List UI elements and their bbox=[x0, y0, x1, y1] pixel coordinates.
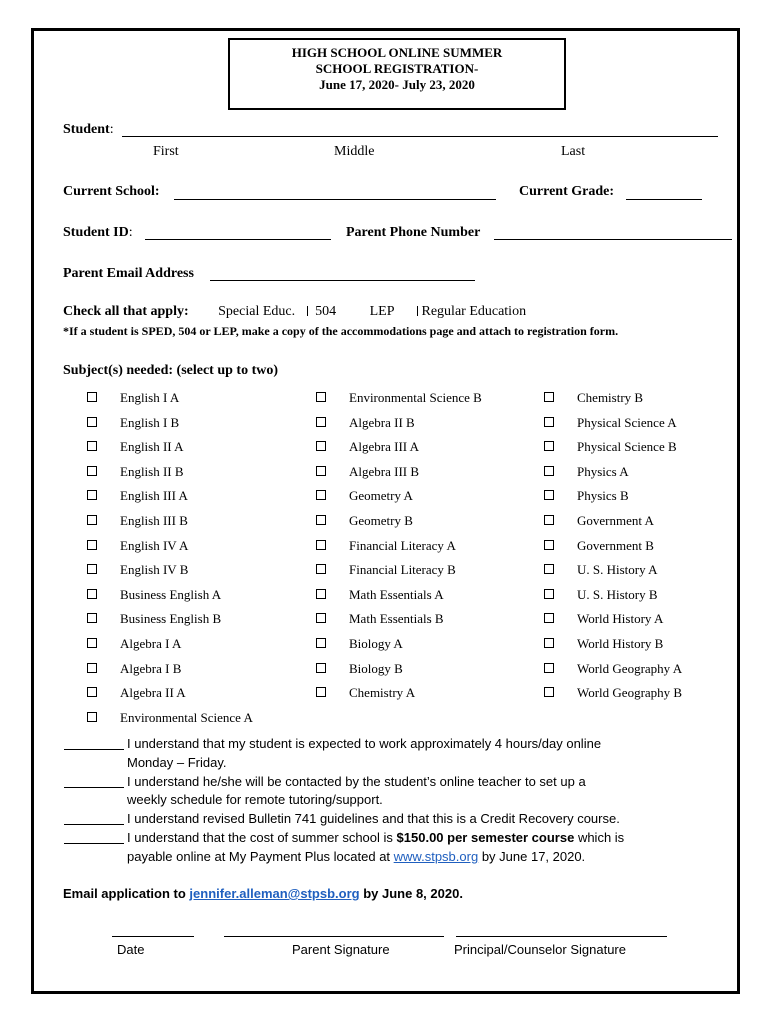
subject-label: Physics A bbox=[577, 464, 629, 479]
subject-checkbox[interactable] bbox=[316, 441, 326, 451]
subject-checkbox[interactable] bbox=[87, 663, 97, 673]
principal-signature-caption: Principal/Counselor Signature bbox=[454, 942, 626, 957]
ack-3-initials-field[interactable] bbox=[64, 824, 124, 825]
email-link[interactable]: jennifer.alleman@stpsb.org bbox=[189, 886, 360, 901]
subject-label: Business English B bbox=[120, 611, 222, 626]
subject-checkbox[interactable] bbox=[87, 613, 97, 623]
subject-label: Physical Science B bbox=[577, 439, 677, 454]
subject-label: Environmental Science B bbox=[349, 390, 482, 405]
current-school-field[interactable] bbox=[174, 199, 496, 200]
parent-phone-field[interactable] bbox=[494, 239, 732, 240]
subject-label: Geometry A bbox=[349, 488, 413, 503]
title-line-3: June 17, 2020- July 23, 2020 bbox=[319, 77, 475, 92]
parent-signature-caption: Parent Signature bbox=[292, 942, 390, 957]
ack-2-text-cont: weekly schedule for remote tutoring/support. bbox=[127, 792, 383, 807]
date-caption: Date bbox=[117, 942, 145, 957]
title-line-2: SCHOOL REGISTRATION- bbox=[315, 61, 479, 76]
subject-label: Financial Literacy B bbox=[349, 562, 456, 577]
option-special-educ[interactable]: Special Educ. bbox=[218, 304, 296, 319]
subject-label: Chemistry A bbox=[349, 685, 416, 700]
subject-label: Business English A bbox=[120, 587, 222, 602]
subject-checkbox[interactable] bbox=[316, 417, 326, 427]
subject-checkbox[interactable] bbox=[87, 638, 97, 648]
subject-label: English IV B bbox=[120, 562, 189, 577]
subject-label: Algebra II A bbox=[120, 685, 186, 700]
ack-4-text: I understand that the cost of summer school is $150.00 per semester course which is bbox=[127, 830, 625, 845]
subject-label: English I A bbox=[120, 390, 180, 405]
subject-label: Algebra II B bbox=[349, 415, 415, 430]
subject-label: Geometry B bbox=[349, 513, 413, 528]
subject-label: Algebra I B bbox=[120, 661, 182, 676]
subject-checkbox[interactable] bbox=[544, 638, 554, 648]
subject-checkbox[interactable] bbox=[544, 490, 554, 500]
subject-label: English II B bbox=[120, 464, 184, 479]
ack-1-text-cont: Monday – Friday. bbox=[127, 755, 227, 770]
subject-checkbox[interactable] bbox=[544, 663, 554, 673]
option-regular-education[interactable]: Regular Education bbox=[421, 304, 527, 319]
principal-signature-field[interactable] bbox=[456, 936, 667, 937]
payment-link[interactable]: www.stpsb.org bbox=[393, 849, 479, 864]
subject-checkbox[interactable] bbox=[87, 490, 97, 500]
subject-checkbox[interactable] bbox=[544, 441, 554, 451]
ack-1-initials-field[interactable] bbox=[64, 749, 124, 750]
current-grade-field[interactable] bbox=[626, 199, 702, 200]
subject-label: World History A bbox=[577, 611, 664, 626]
subject-label: English I B bbox=[120, 415, 180, 430]
subject-label: Algebra III A bbox=[349, 439, 420, 454]
subject-label: English IV A bbox=[120, 538, 189, 553]
subject-label: Algebra III B bbox=[349, 464, 420, 479]
current-grade-label: Current Grade: bbox=[519, 184, 614, 199]
subject-label: Biology B bbox=[349, 661, 403, 676]
subject-checkbox[interactable] bbox=[316, 392, 326, 402]
student-id-label: Student ID: bbox=[63, 225, 133, 240]
subject-label: Government A bbox=[577, 513, 654, 528]
parent-email-label: Parent Email Address bbox=[63, 266, 194, 281]
subject-checkbox[interactable] bbox=[87, 515, 97, 525]
subject-checkbox[interactable] bbox=[87, 540, 97, 550]
subject-label: U. S. History B bbox=[577, 587, 658, 602]
subject-label: Math Essentials A bbox=[349, 587, 444, 602]
ack-2-text: I understand he/she will be contacted by the student’s online teacher to set up a bbox=[127, 774, 586, 789]
ack-1-text: I understand that my student is expected to work approximately 4 hours/day online bbox=[127, 736, 602, 751]
subject-checkbox[interactable] bbox=[544, 613, 554, 623]
current-school-label: Current School: bbox=[63, 184, 160, 199]
subject-label: Math Essentials B bbox=[349, 611, 444, 626]
option-regular-checkbox[interactable] bbox=[417, 306, 418, 316]
subject-label: Algebra I A bbox=[120, 636, 182, 651]
subject-checkbox[interactable] bbox=[87, 712, 97, 722]
subject-checkbox[interactable] bbox=[544, 515, 554, 525]
parent-signature-field[interactable] bbox=[224, 936, 444, 937]
student-id-field[interactable] bbox=[145, 239, 331, 240]
check-all-row bbox=[63, 304, 526, 320]
ack-3-text: I understand revised Bulletin 741 guidelines and that this is a Credit Recovery course. bbox=[127, 811, 620, 826]
subject-checkbox[interactable] bbox=[87, 466, 97, 476]
first-name-caption: First bbox=[153, 144, 179, 159]
subject-checkbox[interactable] bbox=[316, 515, 326, 525]
student-label: Student: bbox=[63, 122, 114, 137]
subject-checkbox[interactable] bbox=[544, 589, 554, 599]
subject-checkbox[interactable] bbox=[87, 564, 97, 574]
subject-checkbox[interactable] bbox=[316, 613, 326, 623]
subject-label: World History B bbox=[577, 636, 664, 651]
subject-checkbox[interactable] bbox=[316, 663, 326, 673]
subject-label: U. S. History A bbox=[577, 562, 658, 577]
subject-label: World Geography B bbox=[577, 685, 683, 700]
subject-checkbox[interactable] bbox=[316, 490, 326, 500]
subject-label: World Geography A bbox=[577, 661, 683, 676]
subject-checkbox[interactable] bbox=[544, 417, 554, 427]
subject-label: Physics B bbox=[577, 488, 629, 503]
subject-label: Biology A bbox=[349, 636, 403, 651]
ack-2-initials-field[interactable] bbox=[64, 787, 124, 788]
middle-name-caption: Middle bbox=[334, 144, 375, 159]
subject-checkbox[interactable] bbox=[544, 540, 554, 550]
last-name-caption: Last bbox=[561, 144, 586, 159]
parent-email-field[interactable] bbox=[210, 280, 475, 281]
subject-checkbox[interactable] bbox=[544, 466, 554, 476]
subject-label: Physical Science A bbox=[577, 415, 677, 430]
subject-checkbox[interactable] bbox=[316, 638, 326, 648]
subject-label: English III A bbox=[120, 488, 188, 503]
subject-checkbox[interactable] bbox=[316, 466, 326, 476]
ack-4-text-cont: payable online at My Payment Plus located at www.stpsb.org by June 17, 2020. bbox=[127, 849, 586, 864]
subject-checkbox[interactable] bbox=[87, 392, 97, 402]
subject-label: Financial Literacy A bbox=[349, 538, 456, 553]
subject-checkbox[interactable] bbox=[87, 589, 97, 599]
subject-label: Environmental Science A bbox=[120, 710, 253, 725]
form-title-box bbox=[228, 38, 566, 110]
subject-checkbox[interactable] bbox=[316, 687, 326, 697]
subject-checkbox[interactable] bbox=[87, 687, 97, 697]
subject-checkbox[interactable] bbox=[87, 441, 97, 451]
option-504[interactable]: 504 bbox=[315, 304, 337, 319]
subject-checkbox[interactable] bbox=[544, 392, 554, 402]
subject-checkbox[interactable] bbox=[316, 564, 326, 574]
subject-checkbox[interactable] bbox=[316, 540, 326, 550]
subject-checkbox[interactable] bbox=[544, 564, 554, 574]
email-instruction: Email application to jennifer.alleman@stpsb.org by June 8, 2020. bbox=[63, 886, 463, 901]
subject-checkbox[interactable] bbox=[87, 417, 97, 427]
subject-label: English II A bbox=[120, 439, 184, 454]
subject-checkbox[interactable] bbox=[544, 687, 554, 697]
option-504-checkbox[interactable] bbox=[307, 306, 308, 316]
accommodations-note: *If a student is SPED, 504 or LEP, make a copy of the accommodations page and attach to registration form. bbox=[63, 324, 619, 338]
check-all-label: Check all that apply: bbox=[63, 304, 189, 319]
ack-4-initials-field[interactable] bbox=[64, 843, 124, 844]
parent-phone-label: Parent Phone Number bbox=[346, 225, 481, 240]
option-lep[interactable]: LEP bbox=[369, 304, 395, 319]
title-line-1: HIGH SCHOOL ONLINE SUMMER bbox=[291, 45, 503, 60]
subject-label: Chemistry B bbox=[577, 390, 644, 405]
cost-amount: $150.00 per semester course bbox=[396, 830, 575, 845]
student-name-field[interactable] bbox=[122, 136, 718, 137]
date-field[interactable] bbox=[112, 936, 194, 937]
subjects-heading: Subject(s) needed: (select up to two) bbox=[63, 363, 279, 378]
subject-label: English III B bbox=[120, 513, 188, 528]
subject-label: Government B bbox=[577, 538, 654, 553]
subject-checkbox[interactable] bbox=[316, 589, 326, 599]
